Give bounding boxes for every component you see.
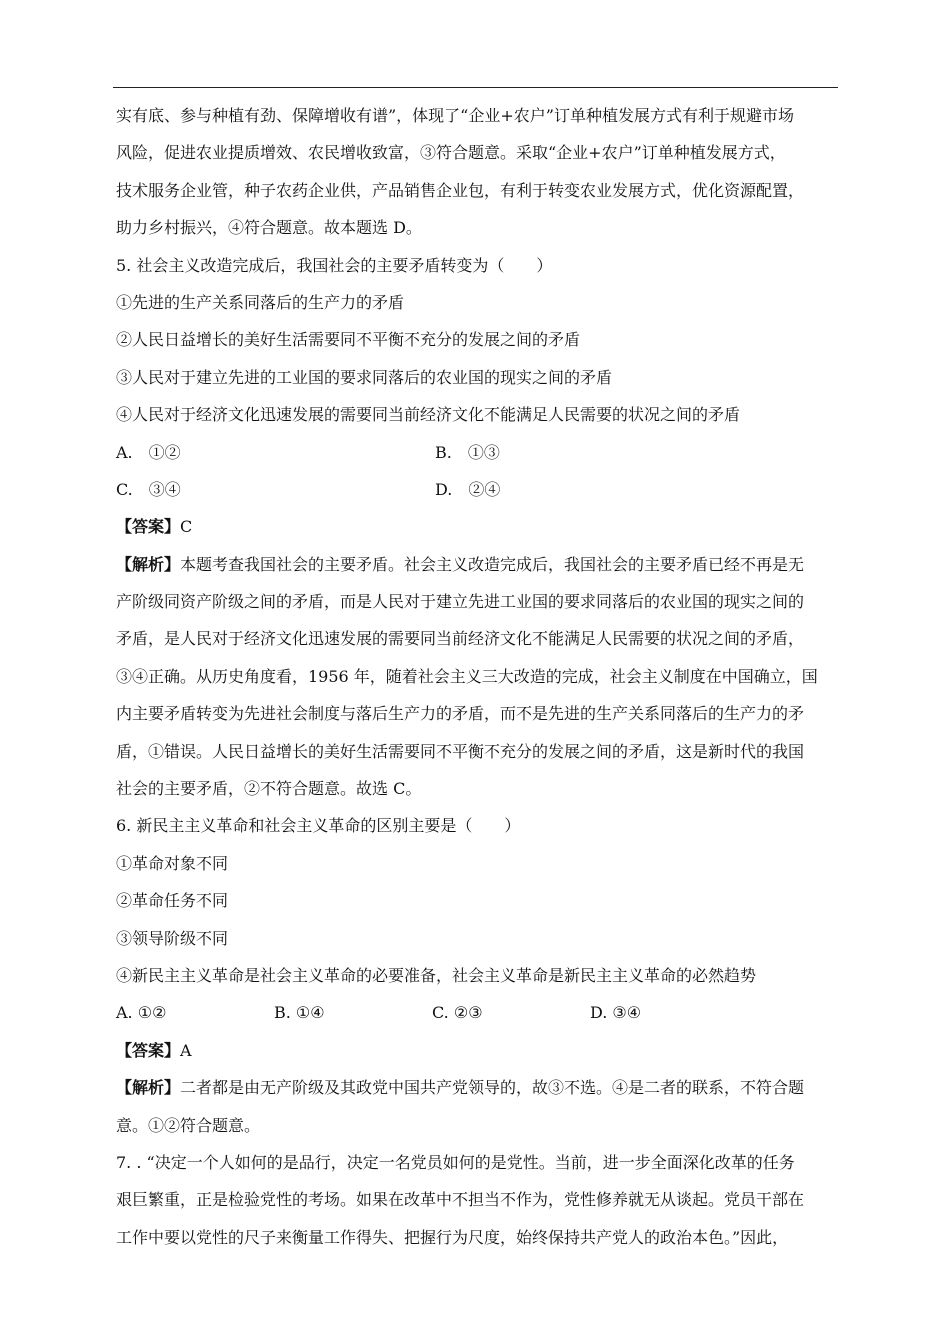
answer-value: C <box>180 517 193 537</box>
statement-item: ①革命对象不同 <box>116 853 229 873</box>
statement-item: ②革命任务不同 <box>116 891 229 911</box>
analysis-line <box>116 546 842 583</box>
previous-analysis-continuation <box>116 97 842 247</box>
question-6 <box>116 807 842 1144</box>
analysis-text: 二者都是由无产阶级及其政党中国共产党领导的，故③不选。④是二者的联系，不符合题 <box>180 1078 805 1098</box>
document-body <box>116 97 842 1256</box>
option-a[interactable]: A. ①② <box>116 1003 167 1023</box>
analysis-line: 矛盾，是人民对于经济文化迅速发展的需要同当前经济文化不能满足人民需要的状况之间的矛盾， <box>116 629 805 649</box>
answer-value: A <box>180 1040 192 1060</box>
text-line: 助力乡村振兴，④符合题意。故本题选 D。 <box>116 218 422 238</box>
analysis-line: 内主要矛盾转变为先进社会制度与落后生产力的矛盾，而不是先进的生产关系同落后的生产力的矛 <box>116 704 805 724</box>
option-c[interactable]: C. ②③ <box>432 1003 483 1023</box>
answer-label: 【答案】 <box>116 517 181 537</box>
statement-item: ④新民主主义革命是社会主义革命的必要准备，社会主义革命是新民主主义革命的必然趋势 <box>116 965 757 985</box>
analysis-label: 【解析】 <box>116 1078 181 1098</box>
options-row <box>116 471 842 508</box>
analysis-line: 意。①②符合题意。 <box>116 1115 261 1135</box>
option-a[interactable]: A. ①② <box>116 442 181 462</box>
options-row <box>116 994 842 1031</box>
question-7 <box>116 1144 842 1256</box>
question-stem: 6. 新民主主义革命和社会主义革命的区别主要是（ ） <box>116 816 521 836</box>
text-line: 实有底、参与种植有劲、保障增收有谱”，体现了“企业+农户”订单种植发展方式有利于规避市场 <box>116 106 794 125</box>
analysis-line: 盾，①错误。人民日益增长的美好生活需要同不平衡不充分的发展之间的矛盾，这是新时代的我国 <box>116 741 805 761</box>
option-d[interactable]: D. ②④ <box>435 479 501 499</box>
option-c[interactable]: C. ③④ <box>116 479 181 499</box>
answer-line <box>116 1032 842 1069</box>
text-line: 风险，促进农业提质增效、农民增收致富，③符合题意。采取“企业+农户”订单种植发展方式， <box>116 143 786 163</box>
question-stem: 工作中要以党性的尺子来衡量工作得失、把握行为尺度，始终保持共产党人的政治本色。”因此， <box>116 1227 789 1247</box>
question-stem: 7. . “决定一个人如何的是品行，决定一名党员如何的是党性。当前，进一步全面深化改革的任务 <box>116 1152 795 1172</box>
analysis-line <box>116 1069 842 1106</box>
statement-item: ①先进的生产关系同落后的生产力的矛盾 <box>116 292 405 312</box>
analysis-line: ③④正确。从历史角度看，1956 年，随着社会主义三大改造的完成，社会主义制度在中国确立，国 <box>116 666 818 686</box>
statement-item: ④人民对于经济文化迅速发展的需要同当前经济文化不能满足人民需要的状况之间的矛盾 <box>116 405 741 425</box>
analysis-label: 【解析】 <box>116 554 181 574</box>
analysis-line: 社会的主要矛盾，②不符合题意。故选 C。 <box>116 779 422 799</box>
text-line: 技术服务企业管，种子农药企业供，产品销售企业包，有利于转变农业发展方式，优化资源配置， <box>116 180 805 200</box>
analysis-text: 本题考查我国社会的主要矛盾。社会主义改造完成后，我国社会的主要矛盾已经不再是无 <box>180 554 805 574</box>
header-rule <box>113 87 838 88</box>
answer-line <box>116 508 842 545</box>
analysis-line: 产阶级同资产阶级之间的矛盾，而是人民对于建立先进工业国的要求同落后的农业国的现实之间的 <box>116 592 805 612</box>
statement-item: ②人民日益增长的美好生活需要同不平衡不充分的发展之间的矛盾 <box>116 330 581 350</box>
option-b[interactable]: B. ①③ <box>435 442 500 462</box>
question-stem: 艰巨繁重，正是检验党性的考场。如果在改革中不担当不作为，党性修养就无从谈起。党员干部在 <box>116 1190 805 1210</box>
statement-item: ③领导阶级不同 <box>116 928 229 948</box>
option-d[interactable]: D. ③④ <box>590 1003 642 1023</box>
answer-label: 【答案】 <box>116 1040 181 1060</box>
option-b[interactable]: B. ①④ <box>274 1003 325 1023</box>
question-stem: 5. 社会主义改造完成后，我国社会的主要矛盾转变为（ ） <box>116 255 553 275</box>
question-5 <box>116 247 842 808</box>
statement-item: ③人民对于建立先进的工业国的要求同落后的农业国的现实之间的矛盾 <box>116 367 613 387</box>
options-row <box>116 434 842 471</box>
